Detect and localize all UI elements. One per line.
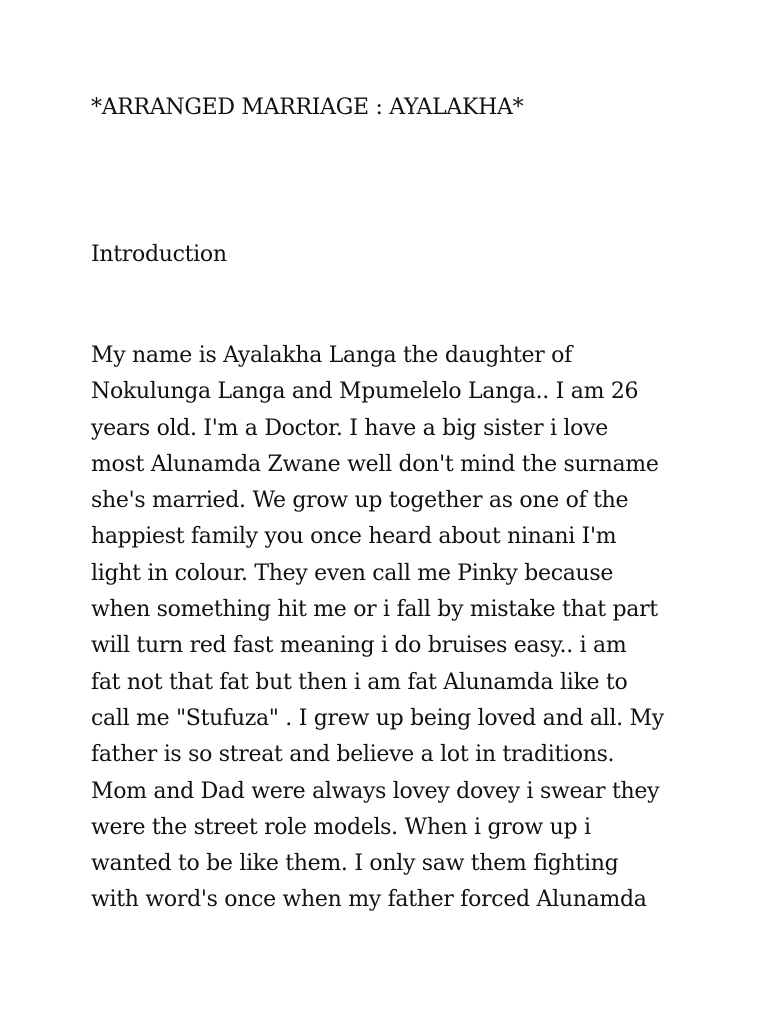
paragraph-line: Mom and Dad were always lovey dovey i swear they (91, 778, 660, 804)
document-title: *ARRANGED MARRIAGE : AYALAKHA* (91, 95, 524, 120)
paragraph-line: wanted to be like them. I only saw them fighting (91, 851, 619, 877)
paragraph-line: call me "Stufuza" . I grew up being loved and all. My (91, 705, 664, 731)
paragraph-line: happiest family you once heard about ninani I'm (91, 524, 617, 550)
paragraph-line: were the street role models. When i grow up i (91, 814, 591, 840)
paragraph-line: when something hit me or i fall by mistake that part (91, 597, 658, 623)
paragraph-line: years old. I'm a Doctor. I have a big sister i love (91, 415, 608, 441)
paragraph-line: light in colour. They even call me Pinky because (91, 560, 614, 586)
paragraph-line: most Alunamda Zwane well don't mind the surname (91, 451, 659, 477)
paragraph-line: with word's once when my father forced Alunamda (91, 887, 647, 913)
paragraph-line: fat not that fat but then i am fat Alunamda like to (91, 669, 628, 695)
paragraph-line: father is so streat and believe a lot in traditions. (91, 742, 615, 768)
paragraph-line: My name is Ayalakha Langa the daughter of (91, 343, 572, 368)
section-heading: Introduction (91, 242, 227, 267)
paragraph-line: will turn red fast meaning i do bruises easy.. i am (91, 633, 627, 659)
body-paragraph (91, 338, 691, 919)
paragraph-line: she's married. We grow up together as one of the (91, 488, 629, 514)
paragraph-line: Nokulunga Langa and Mpumelelo Langa.. I am 26 (91, 379, 639, 405)
